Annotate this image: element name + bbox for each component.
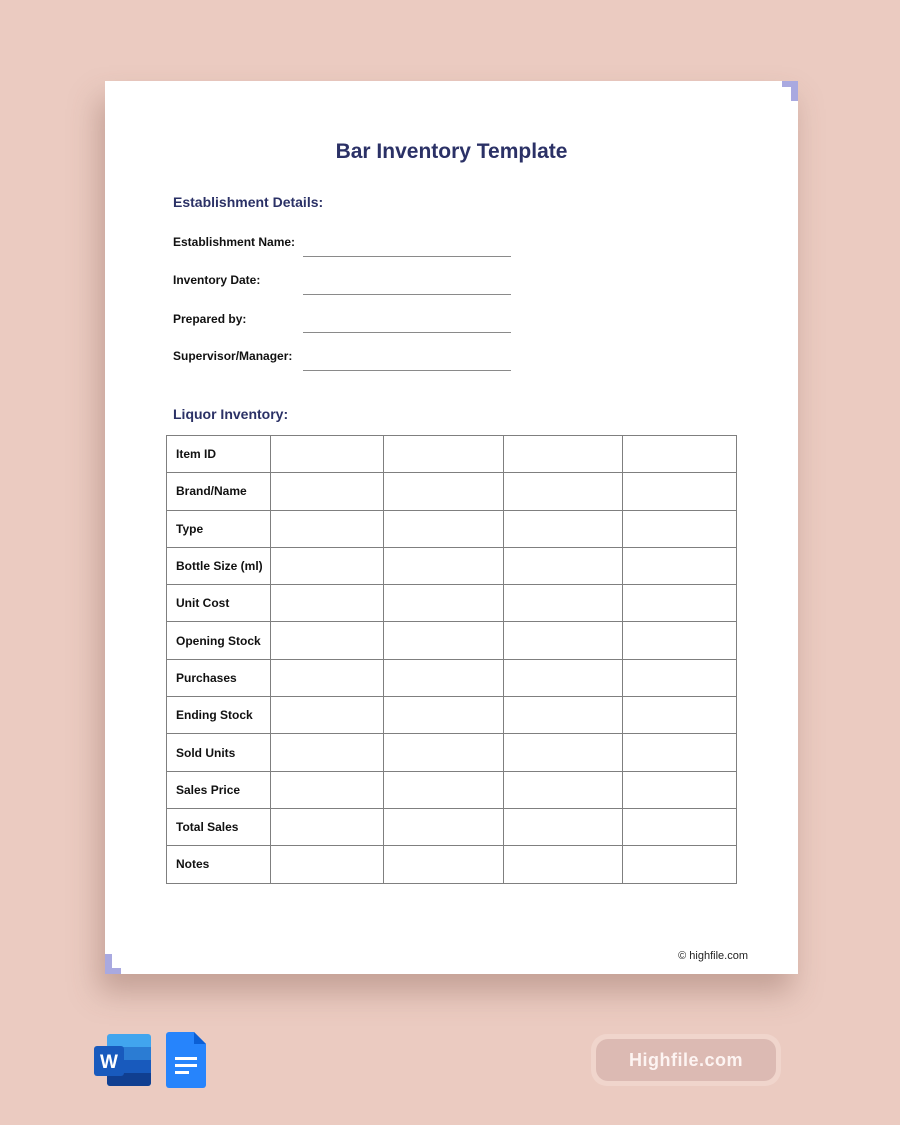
table-cell[interactable] [504,622,623,659]
table-cell[interactable] [384,771,504,808]
table-cell[interactable] [623,734,737,771]
table-cell[interactable] [271,808,384,845]
table-cell[interactable] [623,436,737,473]
row-label: Brand/Name [167,473,271,510]
table-cell[interactable] [271,436,384,473]
table-cell[interactable] [623,510,737,547]
table-cell[interactable] [384,510,504,547]
table-cell[interactable] [504,547,623,584]
establishment-name-label: Establishment Name: [173,235,296,249]
table-cell[interactable] [384,473,504,510]
table-cell[interactable] [623,473,737,510]
row-label: Notes [167,846,271,883]
highfile-brand-button[interactable] [591,1034,781,1086]
row-label: Opening Stock [167,622,271,659]
table-cell[interactable] [384,659,504,696]
table-row [167,622,737,659]
row-label: Ending Stock [167,697,271,734]
table-cell[interactable] [623,622,737,659]
row-label: Unit Cost [167,585,271,622]
table-cell[interactable] [384,622,504,659]
table-cell[interactable] [271,622,384,659]
table-cell[interactable] [623,585,737,622]
brand-label: Highfile.com [596,1039,776,1081]
table-cell[interactable] [271,659,384,696]
corner-accent-top-right [782,81,798,101]
word-icon[interactable] [94,1033,152,1087]
table-cell[interactable] [271,734,384,771]
establishment-details-heading: Establishment Details: [173,194,324,210]
liquor-inventory-table [166,435,737,884]
table-cell[interactable] [384,436,504,473]
table-cell[interactable] [271,473,384,510]
inventory-date-label: Inventory Date: [173,273,261,287]
table-cell[interactable] [271,697,384,734]
table-cell[interactable] [504,771,623,808]
table-cell[interactable] [504,436,623,473]
table-cell[interactable] [384,585,504,622]
table-cell[interactable] [384,547,504,584]
table-cell[interactable] [271,585,384,622]
liquor-inventory-heading: Liquor Inventory: [173,406,289,422]
table-row [167,473,737,510]
table-row [167,697,737,734]
row-label: Total Sales [167,808,271,845]
table-cell[interactable] [504,734,623,771]
table-cell[interactable] [623,697,737,734]
table-cell[interactable] [623,547,737,584]
table-row [167,510,737,547]
document-page [105,81,798,974]
table-row [167,585,737,622]
table-row [167,436,737,473]
table-cell[interactable] [504,697,623,734]
table-cell[interactable] [271,510,384,547]
table-cell[interactable] [271,771,384,808]
supervisor-manager-label: Supervisor/Manager: [173,349,293,363]
table-cell[interactable] [384,808,504,845]
row-label: Type [167,510,271,547]
table-row [167,547,737,584]
table-cell[interactable] [384,846,504,883]
row-label: Purchases [167,659,271,696]
table-cell[interactable] [384,734,504,771]
row-label: Sales Price [167,771,271,808]
supervisor-manager-field[interactable] [303,370,511,371]
corner-accent-bottom-left [105,954,121,974]
table-cell[interactable] [623,808,737,845]
table-cell[interactable] [504,659,623,696]
table-cell[interactable] [271,846,384,883]
table-cell[interactable] [623,771,737,808]
table-row [167,771,737,808]
google-docs-icon[interactable] [166,1032,206,1088]
table-cell[interactable] [504,585,623,622]
table-cell[interactable] [504,808,623,845]
table-row [167,734,737,771]
row-label: Bottle Size (ml) [167,547,271,584]
row-label: Sold Units [167,734,271,771]
document-title: Bar Inventory Template [335,140,568,163]
copyright-text: © highfile.com [678,950,748,962]
svg-text:W: W [100,1052,118,1073]
table-cell[interactable] [504,473,623,510]
table-cell[interactable] [504,846,623,883]
establishment-name-field[interactable] [303,256,511,257]
table-row [167,808,737,845]
table-cell[interactable] [504,510,623,547]
table-cell[interactable] [384,697,504,734]
table-cell[interactable] [271,547,384,584]
table-cell[interactable] [623,846,737,883]
table-row [167,659,737,696]
prepared-by-label: Prepared by: [173,312,247,326]
row-label: Item ID [167,436,271,473]
table-cell[interactable] [623,659,737,696]
prepared-by-field[interactable] [303,332,511,333]
inventory-date-field[interactable] [303,294,511,295]
table-row [167,846,737,883]
